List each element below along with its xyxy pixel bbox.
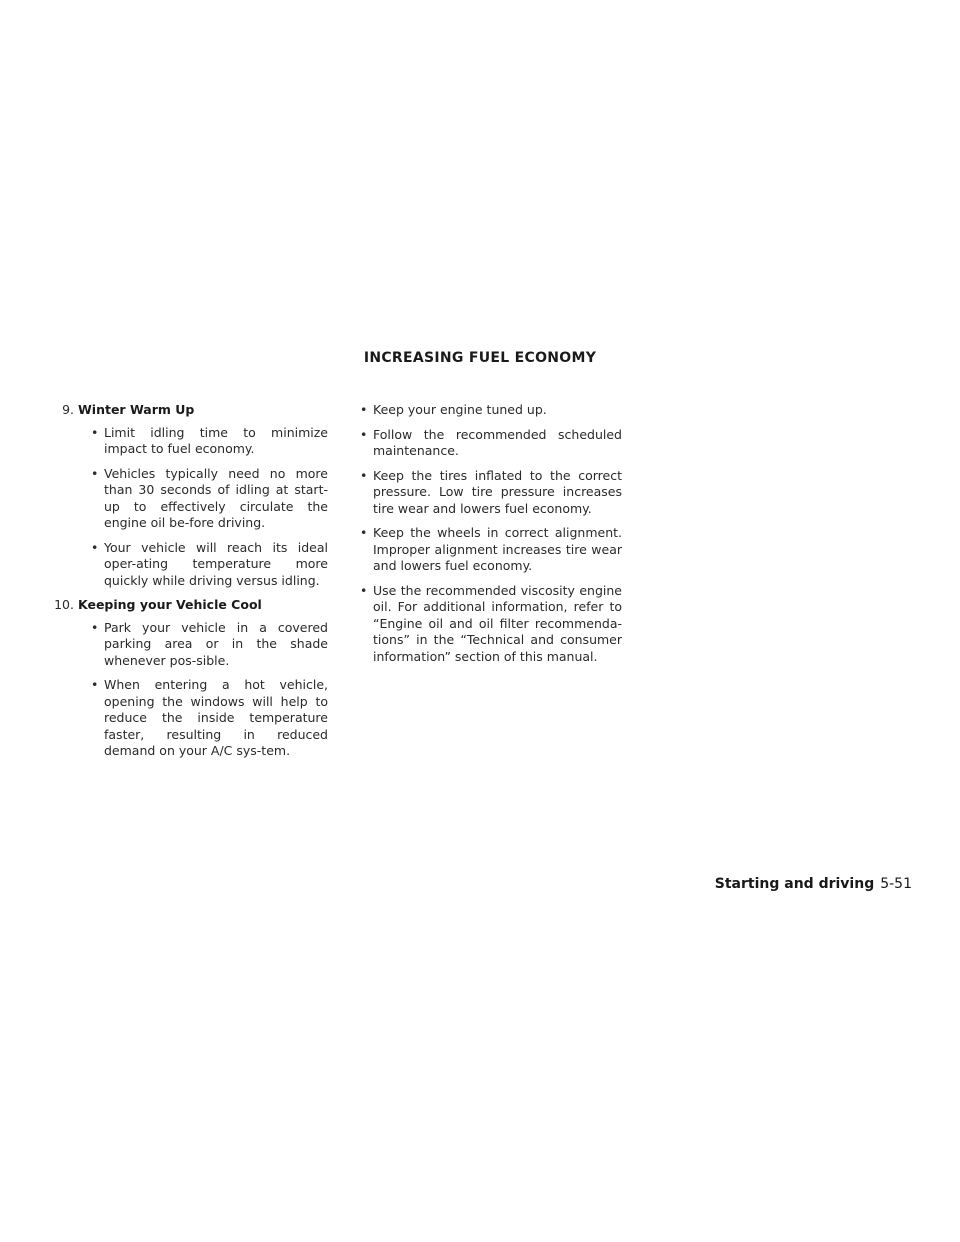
bullet-item: • Keep the tires inflated to the correct pressure. Low tire pressure increases tire wear and lowers fuel economy. [359, 468, 622, 518]
bullet-item: • Park your vehicle in a covered parking area or in the shade whenever pos-sible. [90, 620, 328, 670]
item-heading: Keeping your Vehicle Cool [78, 597, 262, 612]
right-column [355, 402, 622, 673]
item-number: 10. [54, 597, 74, 612]
bullet-item: • Follow the recommended scheduled maintenance. [359, 427, 622, 460]
bullet-item: • Vehicles typically need no more than 30 seconds of idling at start-up to effectively circulate the engine oil be-fore driving. [90, 466, 328, 532]
bullet-list [90, 620, 328, 760]
page-number: 5-51 [880, 876, 912, 892]
footer-section-title: Starting and driving [714, 876, 875, 892]
bullet-list [359, 402, 622, 665]
list-item-9 [46, 402, 328, 419]
bullet-item: • Use the recommended viscosity engine oil. For additional information, refer to “Engine oil and oil filter recommenda-tions” in the “Technical and consumer information” section of this manual. [359, 583, 622, 666]
bullet-item: • Limit idling time to minimize impact to fuel economy. [90, 425, 328, 458]
bullet-item: • Keep your engine tuned up. [359, 402, 622, 419]
item-heading: Winter Warm Up [78, 402, 195, 417]
section-title: INCREASING FUEL ECONOMY [363, 350, 597, 366]
page-footer [715, 876, 912, 892]
list-item-10 [46, 597, 328, 614]
bullet-item: • Your vehicle will reach its ideal oper-ating temperature more quickly while driving versus idling. [90, 540, 328, 590]
bullet-list [90, 425, 328, 590]
bullet-item: • When entering a hot vehicle, opening the windows will help to reduce the inside temperature faster, resulting in reduced demand on your A/C sys-tem. [90, 677, 328, 760]
left-column [46, 402, 328, 768]
item-number: 9. [62, 402, 74, 417]
bullet-item: • Keep the wheels in correct alignment. Improper alignment increases tire wear and lowers fuel economy. [359, 525, 622, 575]
